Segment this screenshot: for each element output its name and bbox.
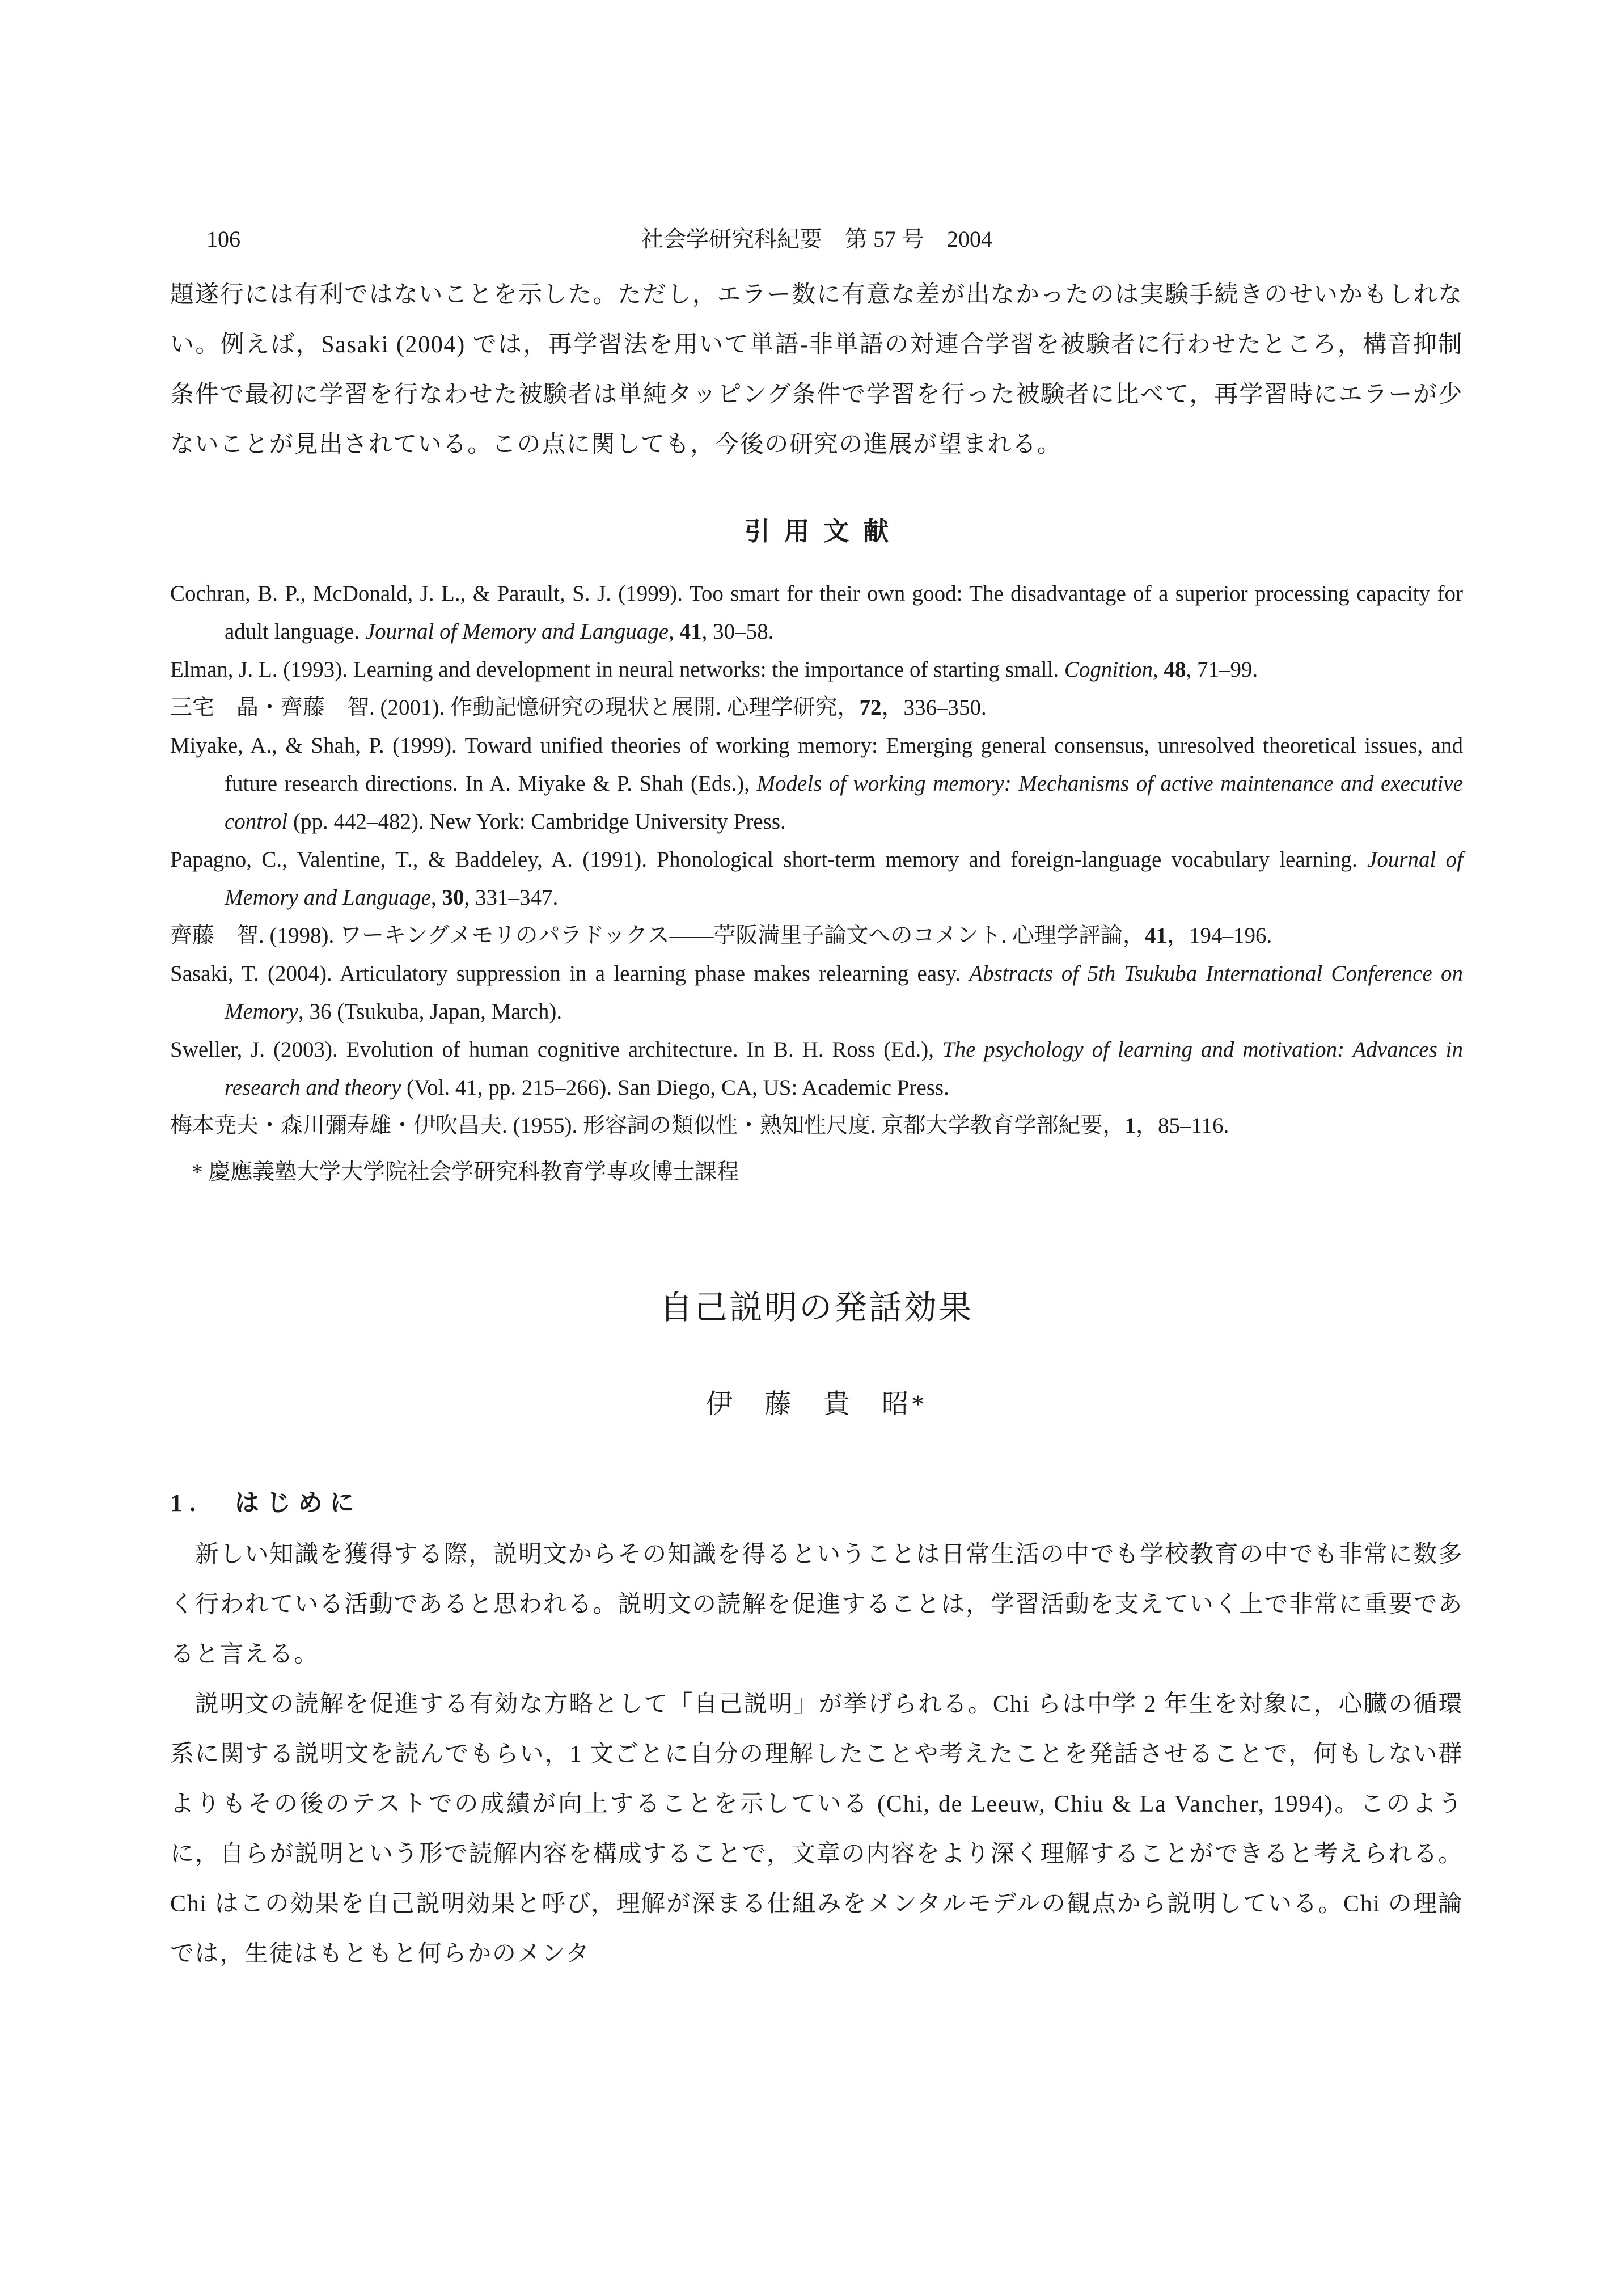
reference-text-segment: 48 xyxy=(1164,657,1186,682)
reference-text-segment: Cochran, B. P., McDonald, J. L., & Parault, S. J. (1999). Too smart for their own good: The disadvantage of a superior processing capacity for adult language. xyxy=(170,581,1463,644)
reference-text-segment: Abstracts of 5th Tsukuba International Conference on Memory xyxy=(225,961,1463,1024)
reference-text-segment: The psychology of learning and motivation: Advances in research and theory xyxy=(225,1037,1463,1100)
references-list xyxy=(170,575,1463,1145)
reference-text-segment: Models of working memory: Mechanisms of active maintenance and executive control xyxy=(225,771,1463,834)
reference-text-segment: Journal of Memory and Language xyxy=(225,847,1463,910)
reference-text-segment: Journal of Memory and Language xyxy=(365,619,669,644)
body-paragraph: 新しい知識を獲得する際，説明文からその知識を得るということは日常生活の中でも学校教育の中でも非常に数多く行われている活動であると思われる。説明文の読解を促進することは，学習活動を支えていく上で非常に重要であると言える。 xyxy=(170,1542,1463,1668)
reference-text-segment: 41 xyxy=(679,619,702,644)
body-paragraph-continuation: 題遂行には有利ではないことを示した。ただし，エラー数に有意な差が出なかったのは実験手続きのせいかもしれない。例えば，Sasaki (2004) では，再学習法を用いて単語-非単語の対連合学習を被験者に行わせたところ，構音抑制条件で最初に学習を行なわせた被験者は単純タッピング条件で学習を行った被験者に比べて，再学習時にエラーが少ないことが見出されている。この点に関しても，今後の研究の進展が望まれる。 xyxy=(170,282,1463,458)
reference-text-segment: (pp. 442–482). New York: Cambridge University Press. xyxy=(287,809,786,834)
reference-text-segment: , 71–99. xyxy=(1186,657,1258,682)
reference-text-segment: Miyake, A., & Shah, P. (1999). Toward unified theories of working memory: Emerging general consensus, unresolved theoretical issues, and future research directions. In A. Miyake & P. Shah (Eds.), xyxy=(170,733,1463,796)
reference-entry xyxy=(170,727,1463,841)
reference-text-segment: 1 xyxy=(1124,1113,1136,1138)
running-head xyxy=(170,225,1463,254)
reference-text-segment: ，194–196. xyxy=(1166,923,1272,948)
reference-text-segment: 41 xyxy=(1144,923,1167,948)
reference-text-segment: , 30–58. xyxy=(701,619,774,644)
reference-text-segment: Elman, J. L. (1993). Learning and development in neural networks: the importance of starting small. xyxy=(170,657,1064,682)
reference-text-segment: 梅本尭夫・森川彌寿雄・伊吹昌夫. (1955). 形容詞の類似性・熟知性尺度. 京都大学教育学部紀要， xyxy=(170,1113,1125,1138)
reference-text-segment: , xyxy=(1152,657,1164,682)
author-affiliation-footnote: * 慶應義塾大学大学院社会学研究科教育学専攻博士課程 xyxy=(192,1160,739,1184)
reference-entry xyxy=(170,1107,1463,1145)
page-content xyxy=(170,0,1463,1979)
reference-text-segment: 齊藤 智. (1998). ワーキングメモリのパラドックス——苧阪満里子論文へのコメント. 心理学評論， xyxy=(170,923,1145,948)
reference-text-segment: ，85–116. xyxy=(1135,1113,1229,1138)
reference-text-segment: 30 xyxy=(442,885,464,910)
reference-entry xyxy=(170,955,1463,1031)
reference-text-segment: Papagno, C., Valentine, T., & Baddeley, A. (1991). Phonological short-term memory and foreign-language vocabulary learning. xyxy=(170,847,1368,872)
reference-entry xyxy=(170,841,1463,917)
reference-entry xyxy=(170,1031,1463,1107)
references-heading: 引用文献 xyxy=(744,517,903,546)
journal-header: 社会学研究科紀要 第 57 号 2004 xyxy=(641,226,992,252)
reference-text-segment: Sweller, J. (2003). Evolution of human cognitive architecture. In B. H. Ross (Ed.), xyxy=(170,1037,942,1062)
reference-text-segment: , 331–347. xyxy=(464,885,559,910)
article-title: 自己説明の発話効果 xyxy=(659,1289,974,1326)
reference-text-segment: Cognition xyxy=(1064,657,1153,682)
reference-text-segment: ，336–350. xyxy=(881,695,987,720)
reference-text-segment: Sasaki, T. (2004). Articulatory suppression in a learning phase makes relearning easy. xyxy=(170,961,970,986)
reference-entry xyxy=(170,575,1463,651)
section-1-heading: 1. はじめに xyxy=(170,1490,362,1517)
body-paragraph: 説明文の読解を促進する有効な方略として「自己説明」が挙げられる。Chi らは中学 2 年生を対象に，心臓の循環系に関する説明文を読んでもらい，1 文ごとに自分の理解したことや考えたことを発話させることで，何もしない群よりもその後のテストでの成績が向上することを示している (Chi, de Leeuw, Chiu & La Vancher, 1994)。このように，自らが説明という形で読解内容を構成することで，文章の内容をより深く理解することができると考えられる。Chi はこの効果を自己説明効果と呼び，理解が深まる仕組みをメンタルモデルの観点から説明している。Chi の理論では，生徒はもともと何らかのメンタ xyxy=(170,1691,1463,1967)
reference-text-segment: , 36 (Tsukuba, Japan, March). xyxy=(298,999,563,1024)
reference-text-segment: (Vol. 41, pp. 215–266). San Diego, CA, US: Academic Press. xyxy=(401,1075,949,1100)
reference-entry xyxy=(170,917,1463,955)
reference-entry xyxy=(170,689,1463,727)
reference-text-segment: , xyxy=(430,885,442,910)
reference-text-segment: 72 xyxy=(859,695,882,720)
reference-entry xyxy=(170,651,1463,689)
article-author: 伊 藤 貴 昭* xyxy=(705,1390,928,1419)
reference-text-segment: , xyxy=(669,619,680,644)
reference-text-segment: 三宅 晶・齊藤 智. (2001). 作動記憶研究の現状と展開. 心理学研究， xyxy=(170,695,860,720)
page-number: 106 xyxy=(206,226,240,252)
